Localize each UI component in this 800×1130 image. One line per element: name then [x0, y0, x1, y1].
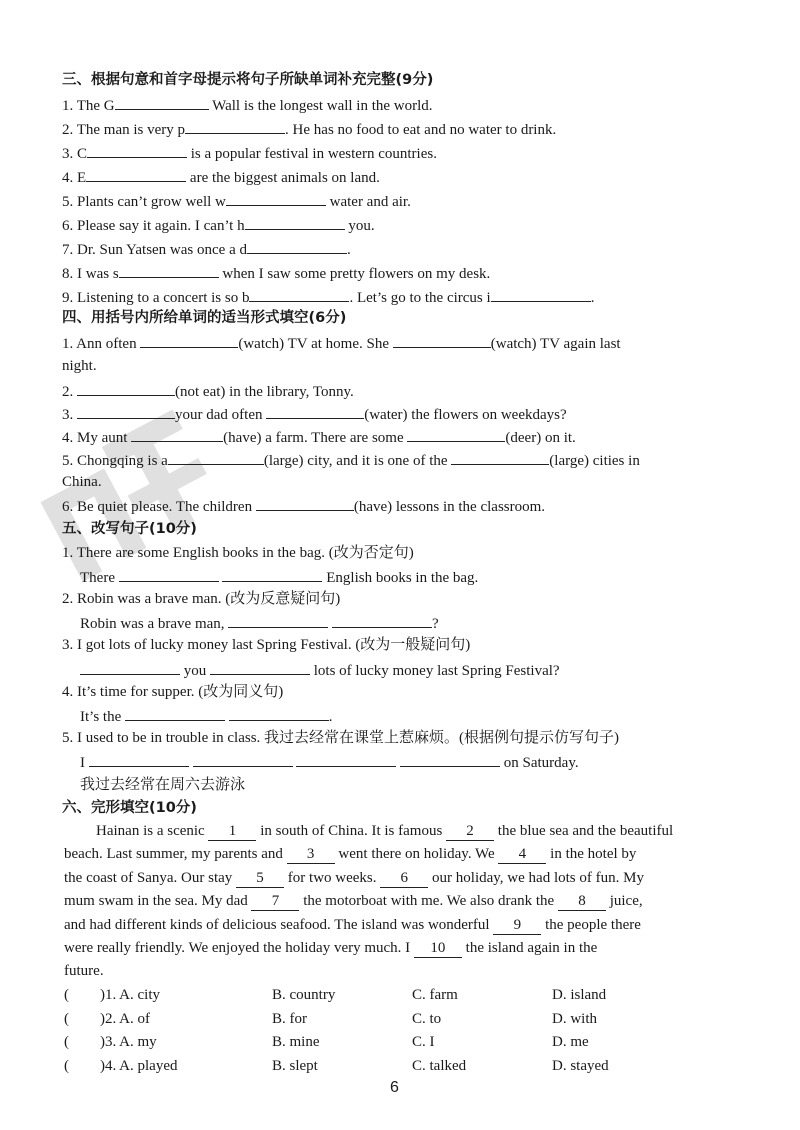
passage-text: were really friendly. We enjoyed the holiday very much. I — [64, 939, 414, 956]
sec3-item-5: 5. Plants can’t grow well w water and air. — [62, 190, 752, 210]
sec4-item-6: 6. Be quiet please. The children (have) lessons in the classroom. — [62, 495, 752, 515]
option-a: )2. A. of — [100, 1010, 150, 1027]
passage-text: juice, — [605, 893, 643, 910]
option-d: D. with — [552, 1010, 597, 1027]
section-3-heading: 三、根据句意和首字母提示将句子所缺单词补充完整(9分) — [62, 72, 434, 88]
option-b: B. for — [272, 1010, 307, 1027]
option-c: C. talked — [412, 1057, 467, 1074]
sec3-item-4: 4. E are the biggest animals on land. — [62, 166, 752, 186]
passage-text: for two weeks. — [284, 869, 381, 886]
sec4-item-3: 3. your dad often (water) the flowers on weekdays? — [62, 403, 752, 423]
sec5-q5: 5. I used to be in trouble in class. 我过去经常在课堂上惹麻烦。(根据例句提示仿写句子) — [62, 730, 620, 746]
sec5-q2-answer: Robin was a brave man, ? — [80, 612, 770, 632]
option-d: D. stayed — [552, 1057, 609, 1074]
sec5-q4: 4. It’s time for supper. (改为同义句) — [62, 684, 284, 700]
passage-text: Hainan is a scenic — [96, 823, 209, 839]
sec4-item-5-cont: China. — [62, 474, 102, 490]
option-d: D. island — [552, 987, 607, 1003]
answer-paren[interactable]: ( — [64, 1057, 69, 1074]
cloze-blank[interactable]: 3 — [287, 845, 335, 864]
answer-paren[interactable]: ( — [64, 987, 69, 1003]
sec3-item-2: 2. The man is very p . He has no food to eat and no water to drink. — [62, 118, 752, 138]
sec4-item-4: 4. My aunt (have) a farm. There are some (deer) on it. — [62, 426, 752, 446]
passage-text: in south of China. It is famous — [256, 823, 447, 839]
passage-text: mum swam in the sea. My dad — [64, 893, 252, 910]
sec4-item-1-cont: night. — [62, 358, 97, 374]
option-d: D. me — [552, 1034, 589, 1050]
option-b: B. mine — [272, 1034, 320, 1050]
passage-text: went there on holiday. We — [334, 846, 499, 863]
sec3-item-8: 8. I was s when I saw some pretty flowers on my desk. — [62, 262, 752, 282]
option-b: B. slept — [272, 1057, 318, 1074]
sec5-q1: 1. There are some English books in the bag. (改为否定句) — [62, 545, 414, 561]
passage-text: beach. Last summer, my parents and — [64, 846, 287, 863]
page-number: 6 — [390, 1079, 399, 1096]
passage-line — [64, 867, 740, 890]
answer-paren[interactable]: ( — [64, 1010, 69, 1027]
passage-text: the coast of Sanya. Our stay — [64, 869, 237, 886]
sec3-item-7: 7. Dr. Sun Yatsen was once a d . — [62, 238, 752, 258]
passage-text: our holiday, we had lots of fun. My — [428, 869, 644, 886]
sec3-item-6: 6. Please say it again. I can’t h you. — [62, 214, 752, 234]
passage-line — [64, 960, 740, 983]
passage-line — [64, 937, 740, 960]
passage-line — [64, 820, 740, 843]
sec5-q3: 3. I got lots of lucky money last Spring Festival. (改为一般疑问句) — [62, 637, 471, 653]
passage-text: the motorboat with me. We also drank the — [299, 893, 558, 910]
cloze-blank[interactable]: 10 — [414, 939, 462, 958]
sec3-item-1: 1. The G Wall is the longest wall in the world. — [62, 94, 752, 114]
passage-line — [64, 890, 740, 913]
sec5-q2: 2. Robin was a brave man. (改为反意疑问句) — [62, 591, 341, 607]
section-4-heading: 四、用括号内所给单词的适当形式填空(6分) — [62, 310, 347, 326]
option-b: B. country — [272, 987, 336, 1003]
section-5-heading: 五、改写句子(10分) — [62, 521, 197, 537]
sec3-item-3: 3. C is a popular festival in western countries. — [62, 142, 752, 162]
answer-paren[interactable]: ( — [64, 1034, 69, 1050]
passage-text: the people there — [541, 916, 641, 933]
sec5-q1-answer: There English books in the bag. — [80, 566, 770, 586]
sec4-item-2: 2. (not eat) in the library, Tonny. — [62, 380, 752, 400]
passage-text: in the hotel by — [546, 846, 637, 863]
cloze-blank[interactable]: 1 — [208, 822, 256, 841]
sec5-q5-example: 我过去经常在周六去游泳 — [80, 777, 246, 793]
cloze-blank[interactable]: 7 — [251, 892, 299, 911]
sec5-q4-answer: It’s the . — [80, 705, 770, 725]
sec5-q3-answer: you lots of lucky money last Spring Festival? — [80, 659, 770, 679]
sec4-item-1: 1. Ann often (watch) TV at home. She (watch) TV again last — [62, 332, 752, 352]
passage-text: future. — [64, 963, 104, 980]
passage-line — [64, 843, 740, 866]
option-c: C. to — [412, 1010, 442, 1027]
passage-text: and had different kinds of delicious seafood. The island was wonderful — [64, 916, 494, 933]
sec4-item-5: 5. Chongqing is a (large) city, and it is one of the (large) cities in — [62, 449, 752, 469]
cloze-blank[interactable]: 6 — [380, 869, 428, 888]
cloze-blank[interactable]: 8 — [558, 892, 606, 911]
option-c: C. I — [412, 1034, 435, 1050]
passage-text: the blue sea and the beautiful — [494, 823, 674, 839]
option-a: )1. A. city — [100, 987, 160, 1003]
section-6-heading: 六、完形填空(10分) — [62, 800, 197, 816]
option-a: )4. A. played — [100, 1057, 178, 1074]
cloze-passage — [64, 820, 740, 984]
cloze-blank[interactable]: 5 — [236, 869, 284, 888]
option-c: C. farm — [412, 987, 458, 1003]
passage-text: the island again in the — [461, 939, 598, 956]
cloze-blank[interactable]: 2 — [446, 822, 494, 841]
cloze-blank[interactable]: 9 — [493, 916, 541, 935]
passage-line — [64, 914, 740, 937]
sec5-q5-answer: I on Saturday. — [80, 751, 770, 771]
cloze-blank[interactable]: 4 — [498, 845, 546, 864]
sec3-item-9: 9. Listening to a concert is so b . Let’s go to the circus i . — [62, 286, 752, 306]
option-a: )3. A. my — [100, 1034, 157, 1050]
